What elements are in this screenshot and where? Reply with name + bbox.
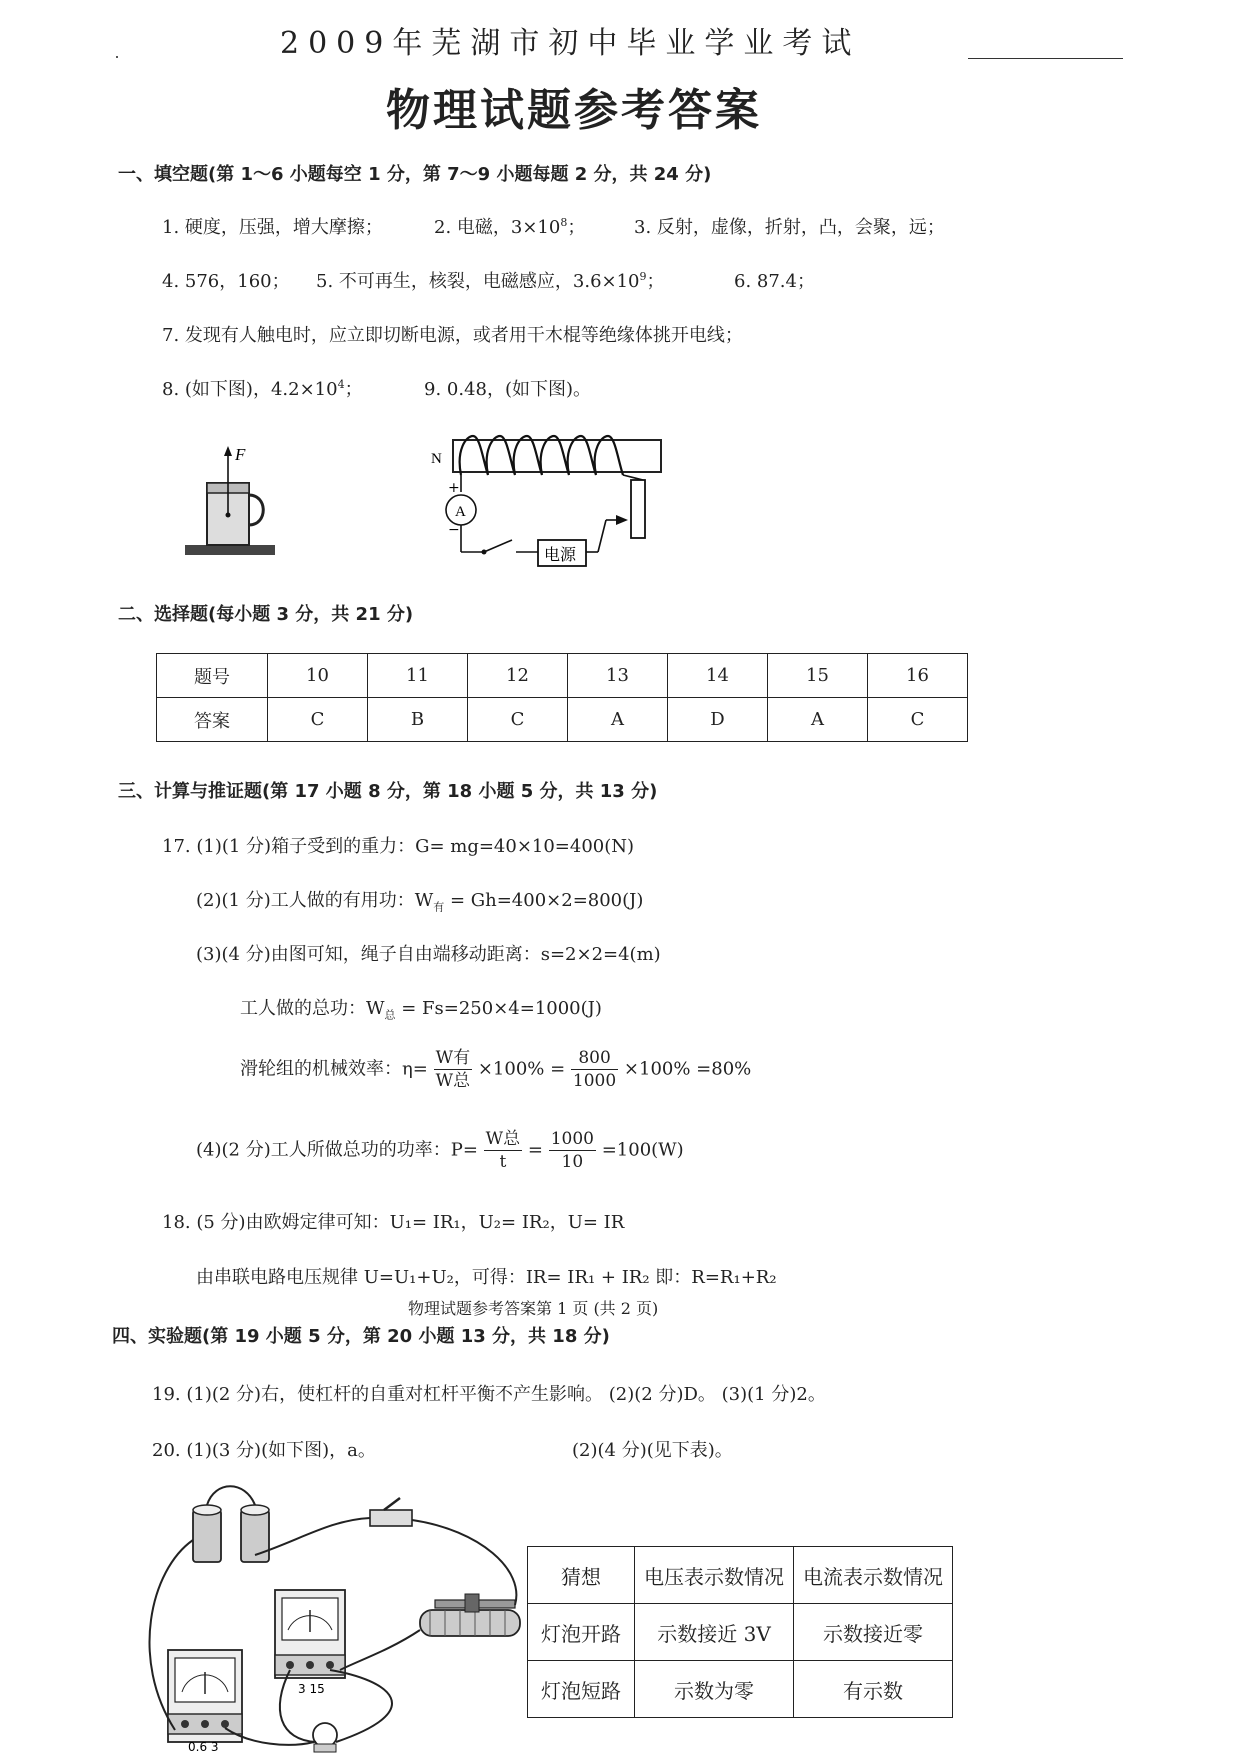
answer-19: 19. (1)(2 分)右，使杠杆的自重对杠杆平衡不产生影响。 (2)(2 分)D。 (3)(1 分)2。 <box>152 1384 826 1405</box>
table-row <box>157 654 968 698</box>
ammeter-range-label: 0.6 3 <box>188 1740 219 1754</box>
table-cell: 灯泡开路 <box>528 1604 635 1661</box>
table-cell: 有示数 <box>794 1661 953 1718</box>
answer-q5: 5. 不可再生，核裂，电磁感应，$3.6\times 10^9$； <box>316 270 665 292</box>
table-cell: 10 <box>268 654 368 698</box>
answer-table <box>156 653 968 742</box>
answer-17-3-work: 工人做的总功：$W_总 = Fs=250\times 4=1000(J)$ <box>240 998 602 1022</box>
table-cell: A <box>568 698 668 742</box>
table-cell: B <box>368 698 468 742</box>
switch-device <box>370 1498 412 1526</box>
table-row <box>528 1604 953 1661</box>
table-cell: 灯泡短路 <box>528 1661 635 1718</box>
answer-17-3: (3)(4 分)由图可知，绳子自由端移动距离：s=2×2=4(m) <box>196 944 661 965</box>
table-cell: 11 <box>368 654 468 698</box>
battery-cell <box>241 1505 269 1562</box>
answer-17-2: (2)(1 分)工人做的有用功：$W_有 = Gh=400\times 2=800(J)$ <box>196 890 644 914</box>
battery-wire <box>207 1486 255 1505</box>
experiment-table <box>527 1546 953 1718</box>
answer-q7: 7. 发现有人触电时，应立即切断电源，或者用干木棍等绝缘体挑开电线； <box>162 325 743 346</box>
table-surface <box>185 545 275 555</box>
scan-mark <box>116 56 118 58</box>
table-header-cell: 猜想 <box>528 1547 635 1604</box>
section-4-heading: 四、实验题(第 19 小题 5 分，第 20 小题 13 分，共 18 分) <box>112 1326 610 1347</box>
table-row <box>528 1661 953 1718</box>
answer-q9: 9. 0.48，(如下图)。 <box>424 379 592 400</box>
answer-20-1: 20. (1)(3 分)(如下图)，a。 <box>152 1440 376 1461</box>
table-cell: 14 <box>668 654 768 698</box>
cup-force-figure <box>180 440 280 560</box>
minus-sign: − <box>448 522 460 538</box>
rheostat-device <box>420 1594 520 1636</box>
table-header-cell: 电压表示数情况 <box>635 1547 794 1604</box>
table-cell: 示数为零 <box>635 1661 794 1718</box>
answer-q4: 4. 576，160； <box>162 271 290 292</box>
table-cell: C <box>468 698 568 742</box>
rheostat <box>631 480 645 538</box>
answer-17-4: (4)(2 分)工人所做总功的功率：P= $\frac{\text{W总}}{t}$ = $\frac{1000}{10}$ =100(W) <box>196 1129 684 1172</box>
voltmeter-range-label: 3 15 <box>298 1682 325 1696</box>
answer-18-derivation: 由串联电路电压规律 U=U₁+U₂，可得：IR= IR₁ + IR₂ 即：R=R₁+R₂ <box>196 1267 777 1288</box>
answer-18: 18. (5 分)由欧姆定律可知：U₁= IR₁，U₂= IR₂，U= IR <box>162 1212 625 1233</box>
table-row <box>157 698 968 742</box>
section-3-heading: 三、计算与推证题(第 17 小题 8 分，第 18 小题 5 分，共 13 分) <box>118 781 658 802</box>
answer-q3: 3. 反射，虚像，折射，凸，会聚，远； <box>634 217 945 238</box>
page-footer: 物理试题参考答案第 1 页 (共 2 页) <box>408 1299 659 1318</box>
table-cell: 12 <box>468 654 568 698</box>
cup-handle <box>249 495 263 525</box>
table-cell: 15 <box>768 654 868 698</box>
answer-17-3-efficiency: 滑轮组的机械效率：η= $\frac{\text{W有}}{\text{W总}}$ ×100% = $\frac{800}{1000}$ ×100% =80% <box>240 1048 752 1091</box>
table-cell: C <box>268 698 368 742</box>
answer-q2: 2. 电磁，$3\times 10^8$； <box>434 216 586 238</box>
solenoid-core <box>453 440 661 472</box>
table-header-cell: 电流表示数情况 <box>794 1547 953 1604</box>
light-bulb <box>313 1723 337 1752</box>
header-rule <box>968 58 1123 59</box>
switch <box>484 540 512 552</box>
solenoid-circuit-figure <box>428 430 678 570</box>
table-cell: 题号 <box>157 654 268 698</box>
svg-text:A: A <box>455 504 466 520</box>
power-source-label: 电源 <box>544 545 577 564</box>
answer-q1: 1. 硬度，压强，增大摩擦； <box>162 217 383 238</box>
answer-20-2: (2)(4 分)(见下表)。 <box>572 1440 733 1461</box>
page-title: 物理试题参考答案 <box>386 85 762 136</box>
exam-header: 2009年芜湖市初中毕业学业考试 <box>280 26 861 61</box>
table-cell: D <box>668 698 768 742</box>
ammeter <box>168 1650 242 1754</box>
table-cell: C <box>868 698 968 742</box>
table-cell: 16 <box>868 654 968 698</box>
section-2-heading: 二、选择题(每小题 3 分，共 21 分) <box>118 604 414 625</box>
table-cell: A <box>768 698 868 742</box>
north-pole-label: N <box>431 451 442 467</box>
battery-cell <box>193 1505 221 1562</box>
coil-winding <box>460 436 623 475</box>
answer-17-1: 17. (1)(1 分)箱子受到的重力：G= mg=40×10=400(N) <box>162 836 635 857</box>
table-cell: 13 <box>568 654 668 698</box>
table-row <box>528 1547 953 1604</box>
answer-q6: 6. 87.4； <box>734 271 815 292</box>
circuit-apparatus-figure <box>130 1480 530 1754</box>
table-cell: 答案 <box>157 698 268 742</box>
table-cell: 示数接近 3V <box>635 1604 794 1661</box>
section-1-heading: 一、填空题(第 1～6 小题每空 1 分，第 7～9 小题每题 2 分，共 24 分) <box>118 164 712 185</box>
answer-q8: 8. (如下图)，$4.2\times 10^4$； <box>162 378 363 400</box>
force-label: F <box>235 445 246 464</box>
table-cell: 示数接近零 <box>794 1604 953 1661</box>
plus-sign: + <box>448 480 460 496</box>
